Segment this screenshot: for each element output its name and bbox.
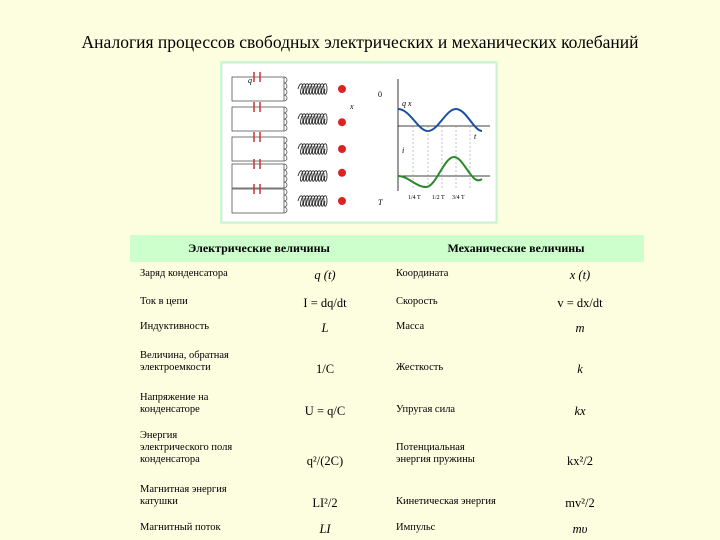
mechanic-quantity-formula: k — [577, 362, 583, 376]
electric-quantity-name: Магнитная энергия катушки — [140, 484, 227, 507]
electric-quantity-name: Напряжение на конденсаторе — [140, 392, 209, 415]
electric-quantity-formula: q (t) — [314, 268, 336, 282]
mass-ball — [338, 197, 346, 205]
mechanic-quantity-name: Упругая сила — [396, 404, 456, 415]
electric-quantity-formula: q²/(2C) — [306, 454, 344, 468]
electric-quantity-name: Величина, обратная электроемкости — [140, 350, 229, 373]
mechanic-quantity-formula: kx²/2 — [567, 454, 593, 468]
x-label: x — [350, 102, 354, 111]
electric-quantity-name: Ток в цепи — [140, 296, 188, 307]
quarter-label: 1/4 T — [408, 195, 421, 201]
mechanic-quantity-formula: v = dx/dt — [557, 296, 603, 310]
mechanic-quantity-formula: kx — [574, 404, 586, 418]
period-label: T — [378, 198, 383, 207]
oscillation-diagram — [220, 61, 498, 224]
graph-q-label: q x — [402, 99, 412, 108]
mechanic-quantity-name: Кинетическая энергия — [396, 496, 496, 507]
page-title: Аналогия процессов свободных электрических и механических колебаний — [81, 32, 639, 52]
electric-quantity-name: Заряд конденсатора — [140, 268, 228, 279]
mass-ball — [338, 118, 346, 126]
mechanic-quantity-formula: mυ — [572, 522, 588, 536]
mechanic-quantity-name: Масса — [396, 321, 425, 332]
time-axis-label: t — [474, 132, 477, 141]
electric-quantity-formula: LI — [319, 522, 331, 536]
mechanic-quantity-formula: m — [575, 321, 585, 335]
mechanic-quantity-name: Жесткость — [396, 362, 444, 373]
zero-label: 0 — [378, 90, 382, 99]
mechanic-quantity-formula: x (t) — [569, 268, 591, 282]
electric-quantity-formula: I = dq/dt — [303, 296, 347, 310]
mechanic-quantity-name: Потенциальная энергия пружины — [396, 442, 475, 465]
electric-quantity-name: Энергия электрического поля конденсатора — [140, 430, 233, 465]
mechanic-quantity-name: Скорость — [396, 296, 438, 307]
electric-quantity-formula: L — [321, 321, 329, 335]
mechanic-quantity-name: Импульс — [396, 522, 436, 533]
graph-i-label: i — [402, 146, 405, 155]
header-mechanic: Механические величины — [388, 235, 644, 262]
electric-quantity-name: Магнитный поток — [140, 522, 221, 533]
header-electric: Электрические величины — [130, 235, 388, 262]
oscillation-diagram-svg — [220, 61, 498, 224]
three-quarter-label: 3/4 T — [452, 195, 465, 201]
half-label: 1/2 T — [432, 195, 445, 201]
electric-quantity-name: Индуктивность — [140, 321, 210, 332]
electric-quantity-formula: LI²/2 — [312, 496, 338, 510]
mechanic-quantity-formula: mv²/2 — [565, 496, 595, 510]
mass-ball — [338, 145, 346, 153]
mechanic-quantity-name: Координата — [396, 268, 449, 279]
mass-ball — [338, 85, 346, 93]
electric-quantity-formula: 1/C — [315, 362, 335, 376]
mass-ball — [338, 169, 346, 177]
electric-quantity-formula: U = q/C — [304, 404, 346, 418]
q-label: q — [248, 76, 252, 85]
